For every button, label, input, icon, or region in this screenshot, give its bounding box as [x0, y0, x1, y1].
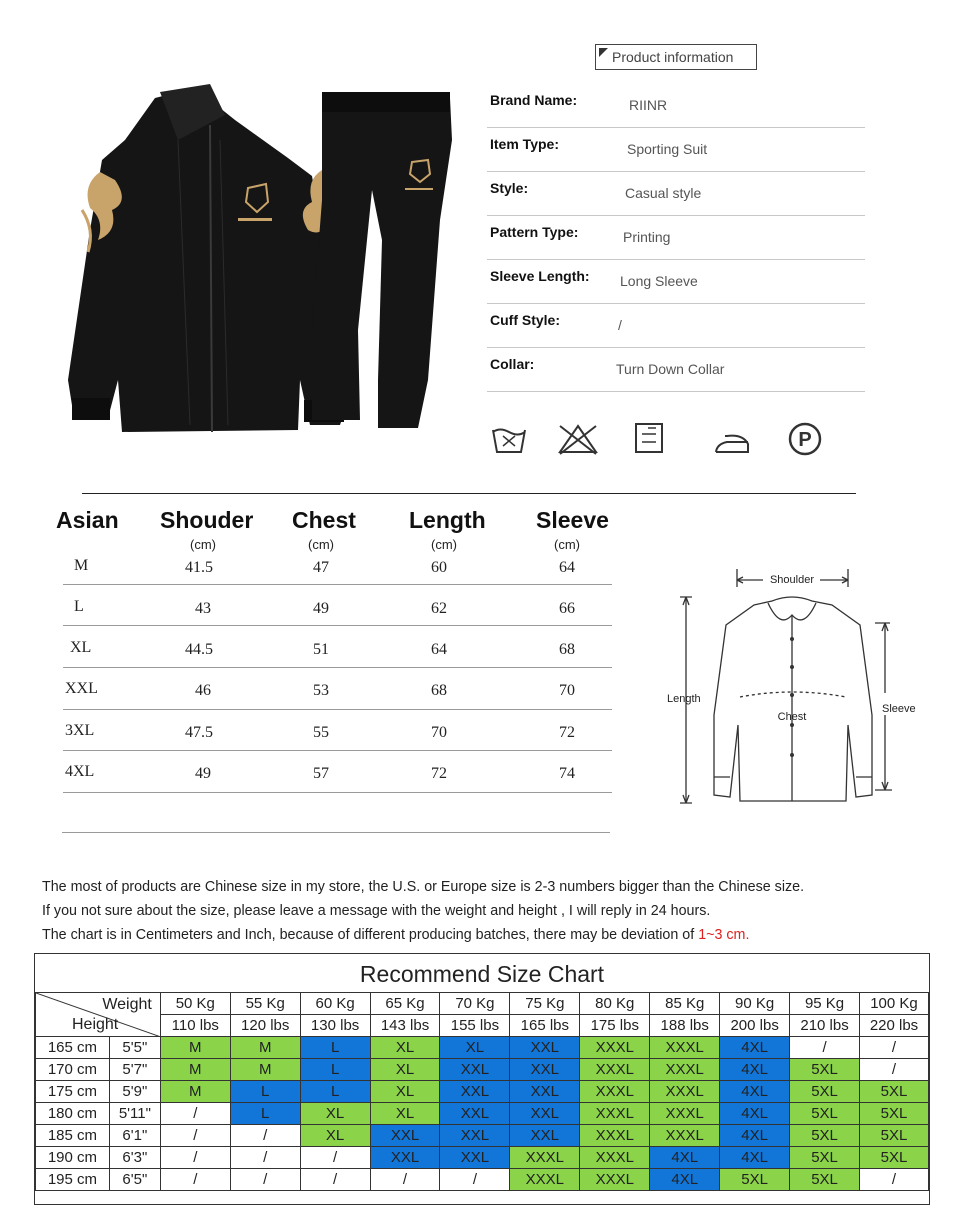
size-recommendation-cell: 4XL [650, 1147, 720, 1169]
size-cell: 43 [195, 600, 211, 617]
size-recommendation-cell: M [160, 1081, 230, 1103]
size-header-length: Length [409, 507, 486, 533]
size-cell: 66 [559, 600, 575, 617]
height-ft-cell: 5'5" [109, 1037, 160, 1059]
row-divider [63, 792, 612, 793]
size-cell: 70 [559, 682, 575, 699]
size-recommendation-cell: 4XL [720, 1125, 790, 1147]
size-recommendation-cell: XXXL [580, 1081, 650, 1103]
info-value: Turn Down Collar [616, 361, 725, 377]
size-recommendation-cell: M [160, 1059, 230, 1081]
size-recommendation-cell: XXXL [650, 1059, 720, 1081]
size-recommendation-cell: L [230, 1103, 300, 1125]
size-recommendation-cell: / [860, 1059, 929, 1081]
size-recommendation-cell: / [160, 1125, 230, 1147]
diagram-label-sleeve: Sleeve [882, 703, 916, 715]
note-line-3-text: The chart is in Centimeters and Inch, because of different producing batches, there may be deviation of [42, 927, 699, 943]
height-row [36, 1125, 929, 1147]
size-recommendation-cell: 5XL [790, 1147, 860, 1169]
size-recommendation-cell: XL [300, 1125, 370, 1147]
size-recommendation-cell: / [230, 1125, 300, 1147]
tumble-dry-icon [634, 422, 664, 454]
note-line-2: If you not sure about the size, please leave a message with the weight and height , I will reply in 24 hours. [42, 903, 711, 919]
size-cell: L [74, 598, 84, 615]
size-cell: 46 [195, 682, 211, 699]
weight-lbs-cell: 120 lbs [230, 1015, 300, 1037]
weight-lbs-cell: 143 lbs [370, 1015, 440, 1037]
size-cell: 47.5 [185, 724, 213, 741]
row-divider [63, 667, 612, 668]
weight-kg-cell: 80 Kg [580, 993, 650, 1015]
info-row-pattern [487, 215, 865, 260]
diagram-label-shoulder: Shoulder [769, 574, 815, 586]
height-row [36, 1059, 929, 1081]
size-recommendation-cell: / [860, 1169, 929, 1191]
height-row [36, 1037, 929, 1059]
garment-measure-diagram [660, 565, 930, 810]
size-recommendation-cell: / [370, 1169, 440, 1191]
weight-kg-cell: 60 Kg [300, 993, 370, 1015]
pants-image [312, 92, 452, 428]
size-recommendation-cell: XXXL [580, 1059, 650, 1081]
weight-lbs-cell: 200 lbs [720, 1015, 790, 1037]
size-recommendation-cell: XL [370, 1037, 440, 1059]
size-header-shoulder: Shouder [160, 507, 254, 533]
unit-label: (cm) [308, 537, 334, 552]
deviation-highlight: 1~3 cm. [698, 927, 750, 943]
size-cell: 72 [559, 724, 575, 741]
size-recommendation-cell: L [300, 1081, 370, 1103]
info-value: Printing [623, 229, 671, 245]
size-recommendation-cell: 4XL [720, 1059, 790, 1081]
info-row-cuff [487, 303, 865, 348]
size-header-asian: Asian [56, 507, 119, 533]
size-recommendation-cell: XXL [370, 1125, 440, 1147]
size-cell: 57 [313, 765, 329, 782]
size-recommendation-cell: 5XL [790, 1125, 860, 1147]
size-recommendation-cell: 5XL [860, 1125, 929, 1147]
size-recommendation-cell: XXXL [580, 1037, 650, 1059]
size-cell: 64 [431, 641, 447, 658]
info-label: Collar: [490, 356, 535, 372]
size-recommendation-cell: / [300, 1169, 370, 1191]
size-cell: XXL [65, 680, 98, 697]
info-row-sleeve [487, 259, 865, 304]
info-value: Casual style [625, 185, 702, 201]
size-recommendation-cell: XXXL [580, 1169, 650, 1191]
size-recommendation-cell: XXL [510, 1125, 580, 1147]
size-recommendation-cell: XXL [510, 1037, 580, 1059]
size-recommendation-cell: XXXL [650, 1125, 720, 1147]
weight-lbs-cell: 188 lbs [650, 1015, 720, 1037]
height-ft-cell: 6'5" [109, 1169, 160, 1191]
size-recommendation-cell: XXXL [650, 1103, 720, 1125]
height-row [36, 1103, 929, 1125]
size-recommendation-cell: / [300, 1147, 370, 1169]
size-recommendation-cell: / [160, 1147, 230, 1169]
size-recommendation-cell: XXXL [580, 1147, 650, 1169]
size-cell: 51 [313, 641, 329, 658]
unit-label: (cm) [190, 537, 216, 552]
size-recommendation-cell: 5XL [790, 1059, 860, 1081]
size-cell: 68 [431, 682, 447, 699]
care-icons [487, 420, 865, 460]
info-row-style [487, 171, 865, 216]
size-recommendation-cell: 5XL [790, 1169, 860, 1191]
size-recommendation-cell: XXXL [580, 1125, 650, 1147]
size-recommendation-cell: XXXL [510, 1169, 580, 1191]
weight-kg-cell: 50 Kg [160, 993, 230, 1015]
size-recommendation-cell: 4XL [650, 1169, 720, 1191]
height-row [36, 1169, 929, 1191]
size-cell: 3XL [65, 722, 95, 739]
height-cm-cell: 175 cm [36, 1081, 110, 1103]
diagram-label-length: Length [667, 693, 701, 705]
size-recommendation-cell: XXL [440, 1103, 510, 1125]
size-recommendation-cell: L [300, 1037, 370, 1059]
height-label: Height [72, 1016, 119, 1033]
info-value: Sporting Suit [627, 141, 708, 157]
size-cell: XL [70, 639, 92, 656]
weight-label: Weight [102, 996, 152, 1013]
info-label: Cuff Style: [490, 312, 560, 328]
size-recommendation-cell: XL [370, 1103, 440, 1125]
size-recommendation-cell: L [230, 1081, 300, 1103]
height-ft-cell: 6'1" [109, 1125, 160, 1147]
product-info-title: Product information [612, 49, 734, 65]
height-cm-cell: 185 cm [36, 1125, 110, 1147]
weight-kg-cell: 95 Kg [790, 993, 860, 1015]
info-value: / [618, 317, 622, 333]
info-label: Sleeve Length: [490, 268, 590, 284]
weight-height-corner [36, 993, 161, 1037]
height-cm-cell: 170 cm [36, 1059, 110, 1081]
size-cell: 72 [431, 765, 447, 782]
size-recommendation-cell: 5XL [860, 1081, 929, 1103]
size-recommendation-cell: 4XL [720, 1081, 790, 1103]
size-cell: 44.5 [185, 641, 213, 658]
height-cm-cell: 165 cm [36, 1037, 110, 1059]
size-cell: 70 [431, 724, 447, 741]
row-divider [63, 750, 612, 751]
size-recommendation-cell: XXL [440, 1147, 510, 1169]
size-recommendation-cell: / [230, 1169, 300, 1191]
section-divider [82, 493, 856, 494]
size-recommendation-cell: XXL [440, 1059, 510, 1081]
height-ft-cell: 5'9" [109, 1081, 160, 1103]
size-recommendation-cell: L [300, 1059, 370, 1081]
size-recommendation-cell: / [790, 1037, 860, 1059]
size-recommendation-cell: XL [370, 1059, 440, 1081]
info-label: Pattern Type: [490, 224, 579, 240]
row-divider [63, 625, 612, 626]
size-recommendation-cell: XXXL [510, 1147, 580, 1169]
size-recommendation-cell: M [160, 1037, 230, 1059]
size-recommendation-cell: / [160, 1103, 230, 1125]
info-row-brand [487, 83, 865, 128]
height-ft-cell: 5'7" [109, 1059, 160, 1081]
info-label: Style: [490, 180, 529, 196]
size-recommendation-cell: XL [440, 1037, 510, 1059]
jacket-image [68, 84, 350, 432]
corner-triangle-icon [599, 48, 608, 57]
no-bleach-icon [556, 422, 600, 456]
height-cm-cell: 180 cm [36, 1103, 110, 1125]
size-cell: 49 [313, 600, 329, 617]
size-recommendation-cell: XXXL [650, 1081, 720, 1103]
weight-lbs-cell: 165 lbs [510, 1015, 580, 1037]
info-label: Item Type: [490, 136, 559, 152]
unit-label: (cm) [554, 537, 580, 552]
size-cell: 62 [431, 600, 447, 617]
weight-kg-cell: 75 Kg [510, 993, 580, 1015]
weight-lbs-cell: 130 lbs [300, 1015, 370, 1037]
row-divider [63, 709, 612, 710]
size-header-sleeve: Sleeve [536, 507, 609, 533]
info-row-collar [487, 347, 865, 392]
size-recommendation-cell: 5XL [720, 1169, 790, 1191]
size-recommendation-cell: M [230, 1059, 300, 1081]
size-recommendation-cell: XXXL [650, 1037, 720, 1059]
size-recommendation-cell: / [440, 1169, 510, 1191]
weight-kg-cell: 90 Kg [720, 993, 790, 1015]
size-recommendation-cell: 5XL [860, 1103, 929, 1125]
size-recommendation-cell: XXL [440, 1125, 510, 1147]
height-ft-cell: 6'3" [109, 1147, 160, 1169]
size-cell: 68 [559, 641, 575, 658]
size-recommendation-cell: XL [370, 1081, 440, 1103]
product-photo [60, 80, 460, 440]
size-cell: 47 [313, 559, 329, 576]
size-recommendation-cell: XXXL [580, 1103, 650, 1125]
height-ft-cell: 5'11" [109, 1103, 160, 1125]
weight-lbs-row [36, 1015, 929, 1037]
size-recommendation-cell: 5XL [860, 1147, 929, 1169]
size-recommendation-cell: 4XL [720, 1037, 790, 1059]
recommend-table [35, 992, 929, 1191]
size-recommendation-cell: XXL [510, 1059, 580, 1081]
wash-30-icon [490, 422, 528, 456]
height-cm-cell: 190 cm [36, 1147, 110, 1169]
size-header-chest: Chest [292, 507, 356, 533]
weight-kg-cell: 55 Kg [230, 993, 300, 1015]
size-cell: 49 [195, 765, 211, 782]
size-recommendation-cell: 4XL [720, 1103, 790, 1125]
row-divider [63, 584, 612, 585]
weight-kg-cell: 85 Kg [650, 993, 720, 1015]
weight-lbs-cell: 175 lbs [580, 1015, 650, 1037]
row-divider [62, 832, 610, 833]
product-info-header [595, 44, 757, 70]
size-recommendation-cell: 5XL [790, 1081, 860, 1103]
iron-icon [713, 430, 751, 456]
size-cell: 64 [559, 559, 575, 576]
size-recommendation-cell: / [160, 1169, 230, 1191]
weight-lbs-cell: 220 lbs [860, 1015, 929, 1037]
unit-label: (cm) [431, 537, 457, 552]
diagram-label-chest: Chest [777, 711, 807, 723]
info-row-item-type [487, 127, 865, 172]
size-recommendation-cell: / [860, 1037, 929, 1059]
size-cell: 4XL [65, 763, 95, 780]
height-row [36, 1147, 929, 1169]
height-cm-cell: 195 cm [36, 1169, 110, 1191]
size-recommendation-cell: XXL [510, 1081, 580, 1103]
height-row [36, 1081, 929, 1103]
note-line-3 [42, 927, 749, 943]
note-line-1: The most of products are Chinese size in my store, the U.S. or Europe size is 2-3 numbers bigger than the Chinese size. [42, 879, 805, 895]
weight-kg-cell: 65 Kg [370, 993, 440, 1015]
size-cell: M [74, 557, 89, 574]
size-recommendation-cell: XL [300, 1103, 370, 1125]
weight-lbs-cell: 110 lbs [160, 1015, 230, 1037]
weight-lbs-cell: 155 lbs [440, 1015, 510, 1037]
info-value: Long Sleeve [620, 273, 698, 289]
size-recommendation-cell: / [230, 1147, 300, 1169]
recommend-size-chart [34, 953, 930, 1205]
weight-lbs-cell: 210 lbs [790, 1015, 860, 1037]
size-cell: 55 [313, 724, 329, 741]
weight-kg-row [36, 993, 929, 1015]
info-value: RIINR [629, 97, 668, 113]
size-recommendation-cell: XXL [370, 1147, 440, 1169]
size-recommendation-cell: 4XL [720, 1147, 790, 1169]
size-cell: 41.5 [185, 559, 213, 576]
size-recommendation-cell: XXL [440, 1081, 510, 1103]
info-label: Brand Name: [490, 92, 578, 108]
size-recommendation-cell: XXL [510, 1103, 580, 1125]
dry-clean-p-icon [787, 421, 823, 457]
weight-kg-cell: 70 Kg [440, 993, 510, 1015]
chart-title: Recommend Size Chart [35, 954, 929, 993]
size-cell: 53 [313, 682, 329, 699]
size-cell: 74 [559, 765, 575, 782]
size-cell: 60 [431, 559, 447, 576]
size-recommendation-cell: 5XL [790, 1103, 860, 1125]
svg-text:P: P [798, 429, 812, 451]
weight-kg-cell: 100 Kg [860, 993, 929, 1015]
size-recommendation-cell: M [230, 1037, 300, 1059]
